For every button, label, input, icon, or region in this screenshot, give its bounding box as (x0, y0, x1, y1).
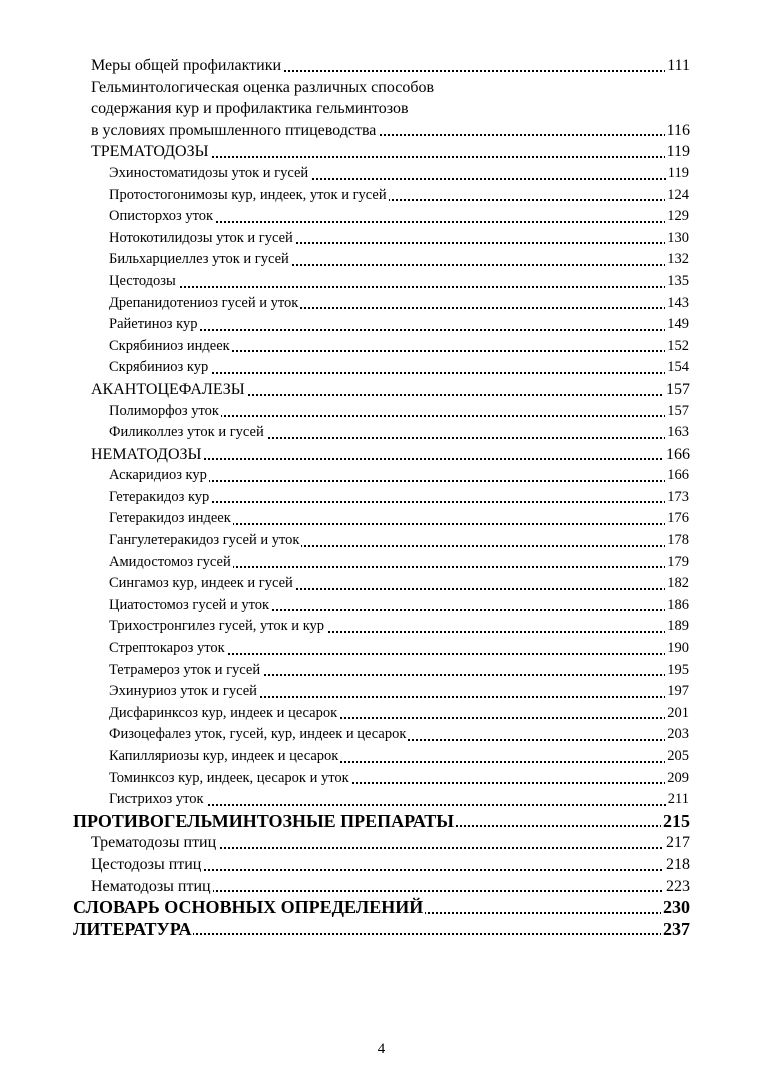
toc-entry[interactable] (91, 876, 690, 898)
toc-entry-title: Бильхарциеллез уток и гусей (109, 251, 289, 268)
toc-entry-page: 218 (664, 854, 690, 876)
toc-entry[interactable] (109, 552, 689, 574)
toc-entry-page: 166 (664, 444, 690, 466)
toc-entry-title: ТРЕМАТОДОЗЫ (91, 143, 209, 161)
toc-entry-title: Циатостомоз гусей и уток (109, 596, 270, 613)
toc-entry-title: СЛОВАРЬ ОСНОВНЫХ ОПРЕДЕЛЕНИЙ (73, 897, 424, 918)
toc-entry-title: Дрепанидотениоз гусей и уток (109, 294, 299, 311)
toc-entry[interactable] (91, 120, 690, 142)
toc-entry[interactable] (91, 98, 690, 120)
toc-entry-title: Филиколлез уток и гусей (109, 424, 264, 441)
toc-entry-title: Гетеракидоз кур (109, 488, 210, 505)
toc-entry-page: 163 (665, 422, 689, 444)
toc-entry-page: 211 (666, 789, 689, 811)
toc-entry[interactable] (73, 811, 690, 833)
toc-entry-page: 119 (665, 141, 690, 163)
toc-entry-title: Описторхоз уток (109, 208, 214, 225)
toc-entry-title: ПРОТИВОГЕЛЬМИНТОЗНЫЕ ПРЕПАРАТЫ (73, 810, 454, 831)
toc-entry[interactable] (91, 55, 690, 77)
toc-entry-page: 189 (665, 616, 689, 638)
toc-entry-title: содержания кур и профилактика гельминтозов (91, 100, 409, 118)
toc-entry[interactable] (73, 897, 690, 919)
toc-entry-page: 217 (664, 832, 690, 854)
toc-entry-title: Скрябиниоз индеек (109, 337, 230, 354)
toc-entry-page: 166 (665, 465, 689, 487)
toc-entry[interactable] (109, 487, 689, 509)
toc-entry-page: 201 (665, 703, 689, 725)
toc-entry-page: 135 (665, 271, 689, 293)
toc-entry-page: 154 (665, 357, 689, 379)
toc-entry-page: 203 (665, 724, 689, 746)
toc-entry-page: 173 (665, 487, 689, 509)
toc-entry[interactable] (91, 379, 690, 401)
toc-entry[interactable] (109, 681, 689, 703)
toc-entry-title: Полиморфоз уток (109, 402, 219, 419)
toc-entry-title: ЛИТЕРАТУРА (73, 918, 192, 939)
toc-entry[interactable] (109, 530, 689, 552)
toc-entry-page: 178 (665, 530, 689, 552)
toc-entry-title: НЕМАТОДОЗЫ (91, 445, 202, 463)
toc-entry[interactable] (91, 854, 690, 876)
toc-entry-title: Физоцефалез уток, гусей, кур, индеек и цесарок (109, 726, 407, 743)
toc-entry[interactable] (109, 660, 689, 682)
toc-entry[interactable] (109, 508, 689, 530)
toc-entry[interactable] (109, 401, 689, 423)
toc-entry-page: 237 (663, 918, 690, 939)
toc-entry-title: Райетиноз кур (109, 316, 198, 333)
toc-entry[interactable] (109, 206, 689, 228)
toc-entry[interactable] (109, 465, 689, 487)
toc-entry-page: 116 (665, 120, 690, 142)
toc-entry-page: 143 (665, 293, 689, 315)
toc-entry-title: Стрептокароз уток (109, 640, 225, 657)
toc-entry[interactable] (109, 249, 689, 271)
toc-entry-page: 157 (664, 379, 690, 401)
toc-entry-page: 215 (663, 810, 690, 831)
toc-entry[interactable] (109, 336, 689, 358)
toc-entry-title: Томинксоз кур, индеек, цесарок и уток (109, 769, 349, 786)
toc-entry-title: Скрябиниоз кур (109, 359, 209, 376)
toc-entry[interactable] (109, 789, 689, 811)
toc-entry-page: 152 (665, 336, 689, 358)
toc-entry[interactable] (91, 832, 690, 854)
table-of-contents (0, 55, 763, 940)
toc-entry[interactable] (109, 616, 689, 638)
toc-entry-title: Гангулетеракидоз гусей и уток (109, 532, 300, 549)
toc-entry-page: 182 (665, 573, 689, 595)
toc-entry-title: Нотокотилидозы уток и гусей (109, 229, 293, 246)
toc-entry-page: 129 (665, 206, 689, 228)
toc-entry-page: 230 (663, 897, 690, 918)
toc-entry-page: 209 (665, 768, 689, 790)
toc-entry-page: 190 (665, 638, 689, 660)
toc-entry-title: Трематодозы птиц (91, 834, 217, 852)
toc-entry[interactable] (109, 746, 689, 768)
toc-entry-title: Сингамоз кур, индеек и гусей (109, 575, 293, 592)
toc-entry[interactable] (109, 724, 689, 746)
toc-entry-title: Трихостронгилез гусей, уток и кур (109, 618, 325, 635)
toc-entry-page: 176 (665, 508, 689, 530)
dot-leader (109, 286, 689, 288)
toc-entry-page: 157 (665, 401, 689, 423)
toc-entry[interactable] (109, 638, 689, 660)
toc-entry-page: 130 (665, 228, 689, 250)
toc-entry-title: Нематодозы птиц (91, 877, 211, 895)
toc-entry-title: Цестодозы птиц (91, 855, 202, 873)
toc-entry-page: 149 (665, 314, 689, 336)
toc-entry[interactable] (109, 271, 689, 293)
toc-entry-page: 186 (665, 595, 689, 617)
toc-entry[interactable] (91, 77, 690, 99)
toc-entry[interactable] (73, 919, 690, 941)
toc-entry-title: Тетрамероз уток и гусей (109, 661, 261, 678)
toc-entry-title: Гистрихоз уток (109, 791, 204, 808)
toc-entry-page: 197 (665, 681, 689, 703)
toc-entry-page: 111 (665, 55, 690, 77)
toc-entry[interactable] (109, 163, 689, 185)
toc-entry-title: Эхиностоматидозы уток и гусей (109, 164, 309, 181)
toc-entry[interactable] (109, 357, 689, 379)
toc-entry[interactable] (91, 444, 690, 466)
toc-entry-page: 124 (665, 185, 689, 207)
toc-entry-page: 179 (665, 552, 689, 574)
toc-entry-title: Амидостомоз гусей (109, 553, 231, 570)
toc-entry-title: Аскаридиоз кур (109, 467, 207, 484)
toc-entry[interactable] (109, 422, 689, 444)
toc-entry-title: Цестодозы (109, 272, 176, 289)
toc-entry-page: 205 (665, 746, 689, 768)
toc-entry[interactable] (91, 141, 690, 163)
toc-entry[interactable] (109, 703, 689, 725)
toc-entry-title: Протостогонимозы кур, индеек, уток и гусей (109, 186, 387, 203)
toc-entry-title: Дисфаринксоз кур, индеек и цесарок (109, 704, 338, 721)
toc-entry-page: 132 (665, 249, 689, 271)
toc-entry[interactable] (109, 768, 689, 790)
toc-entry-page: 195 (665, 660, 689, 682)
toc-entry[interactable] (109, 185, 689, 207)
toc-entry-title: в условиях промышленного птицеводства (91, 121, 377, 139)
page-number: 4 (377, 1041, 386, 1057)
toc-entry[interactable] (109, 595, 689, 617)
toc-entry-page: 119 (666, 163, 689, 185)
toc-entry-page: 223 (664, 876, 690, 898)
toc-entry[interactable] (109, 573, 689, 595)
toc-entry[interactable] (109, 228, 689, 250)
toc-entry[interactable] (109, 314, 689, 336)
toc-entry-title: Меры общей профилактики (91, 57, 282, 74)
toc-entry-title: Гетеракидоз индеек (109, 510, 231, 527)
toc-entry[interactable] (109, 293, 689, 315)
toc-entry-title: Эхинуриоз уток и гусей (109, 683, 257, 700)
toc-entry-title: Гельминтологическая оценка различных способов (91, 78, 435, 96)
toc-entry-title: АКАНТОЦЕФАЛЕЗЫ (91, 380, 245, 398)
toc-entry-title: Капилляриозы кур, индеек и цесарок (109, 748, 339, 764)
